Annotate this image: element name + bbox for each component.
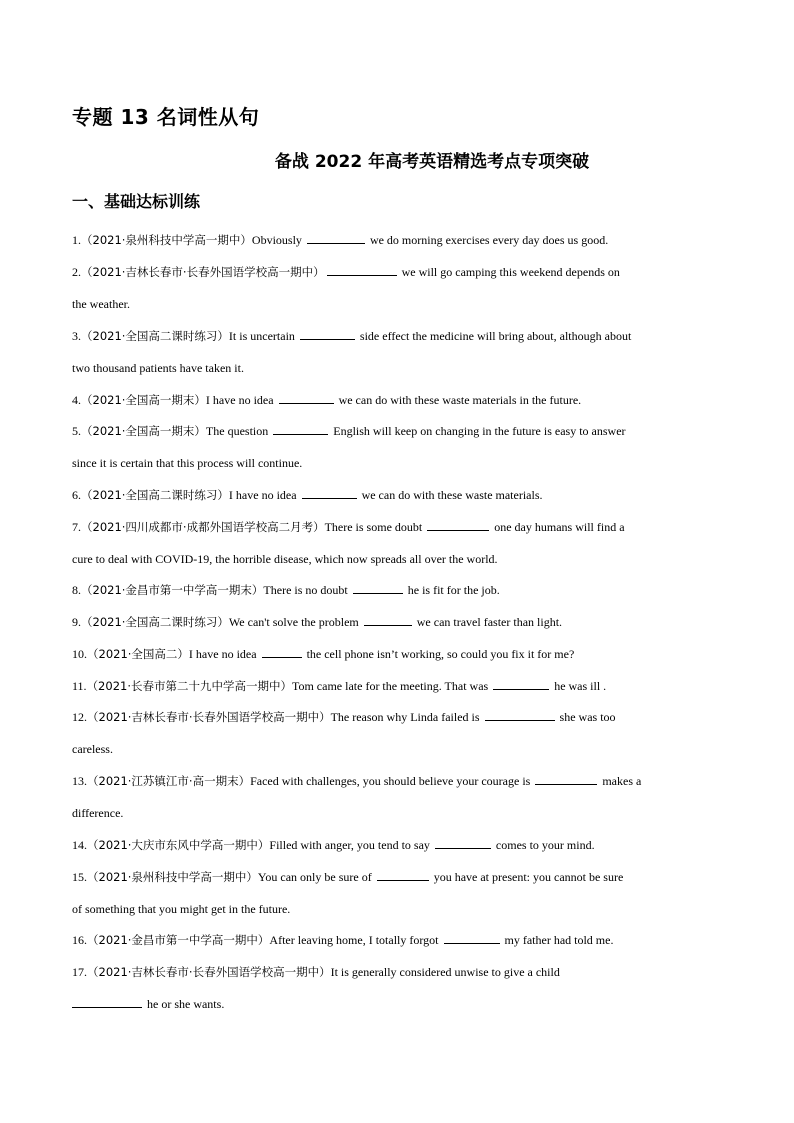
question-source: （2021·吉林长春市·长春外国语学校高一期中） (87, 965, 331, 979)
question-text: I have no idea (188, 647, 260, 661)
question-item (72, 701, 722, 765)
answer-blank[interactable] (273, 421, 328, 435)
question-number: 16. (72, 933, 87, 947)
answer-blank[interactable] (327, 262, 397, 276)
question-source: （2021·全国高一期末） (81, 393, 206, 407)
question-line (72, 647, 574, 661)
answer-blank[interactable] (300, 326, 355, 340)
answer-blank[interactable] (262, 644, 302, 658)
question-continuation: two thousand patients have taken it. (72, 361, 244, 375)
question-item (72, 924, 722, 956)
question-item (72, 861, 722, 925)
answer-blank[interactable] (279, 390, 334, 404)
answer-blank[interactable] (535, 771, 597, 785)
question-number: 10. (72, 647, 87, 661)
question-line (72, 615, 562, 629)
page-title: 专题 13 名词性从句 (72, 105, 260, 129)
question-line (72, 933, 613, 947)
question-text: You can only be sure of (257, 870, 375, 884)
question-item (72, 256, 722, 320)
question-source: （2021·金昌市第一中学高一期末） (81, 583, 264, 597)
question-number: 17. (72, 965, 87, 979)
question-line (72, 965, 560, 979)
question-line (72, 424, 626, 438)
question-text: English will keep on changing in the future is easy to answer (330, 424, 626, 438)
question-text: Obviously (251, 233, 305, 247)
question-line (72, 265, 620, 279)
question-number: 7. (72, 520, 81, 534)
question-number: 11. (72, 679, 87, 693)
question-text: The question (205, 424, 272, 438)
question-text: we will go camping this weekend depends on (398, 265, 620, 279)
question-line (72, 488, 543, 502)
question-item (72, 829, 722, 861)
section-heading: 一、基础达标训练 (72, 192, 201, 211)
question-source: （2021·四川成都市·成都外国语学校高二月考） (81, 520, 325, 534)
question-text: The reason why Linda failed is (330, 710, 483, 724)
question-number: 2. (72, 265, 81, 279)
question-source: （2021·泉州科技中学高一期中） (87, 870, 258, 884)
answer-blank[interactable] (427, 517, 489, 531)
question-text: There is no doubt (263, 583, 351, 597)
answer-blank[interactable] (485, 707, 555, 721)
question-text: There is some doubt (324, 520, 426, 534)
question-text: Filled with anger, you tend to say (269, 838, 433, 852)
question-text: we can do with these waste materials in the future. (335, 393, 582, 407)
question-text: she was too (556, 710, 616, 724)
question-line (72, 583, 500, 597)
question-number: 6. (72, 488, 81, 502)
question-line (72, 329, 631, 343)
answer-blank[interactable] (307, 230, 365, 244)
question-continuation: careless. (72, 742, 113, 756)
answer-blank[interactable] (353, 580, 403, 594)
question-text: It is uncertain (228, 329, 298, 343)
question-text: one day humans will find a (491, 520, 625, 534)
question-item (72, 765, 722, 829)
question-item (72, 606, 722, 638)
question-item (72, 956, 722, 1020)
page-subtitle: 备战 2022 年高考英语精选考点专项突破 (274, 152, 590, 172)
question-text: side effect the medicine will bring about, although about (356, 329, 632, 343)
question-item (72, 479, 722, 511)
question-text: he was ill . (551, 679, 607, 693)
question-text: we do morning exercises every day does us good. (366, 233, 609, 247)
question-number: 9. (72, 615, 81, 629)
answer-blank[interactable] (302, 485, 357, 499)
question-continuation: cure to deal with COVID-19, the horrible disease, which now spreads all over the world. (72, 552, 498, 566)
question-text: We can't solve the problem (228, 615, 362, 629)
question-text: comes to your mind. (492, 838, 595, 852)
question-number: 5. (72, 424, 81, 438)
question-item (72, 415, 722, 479)
answer-blank[interactable] (493, 676, 549, 690)
question-text: makes a (599, 774, 642, 788)
question-line (72, 679, 606, 693)
question-text: Tom came late for the meeting. That was (291, 679, 492, 693)
question-number: 8. (72, 583, 81, 597)
question-item (72, 511, 722, 575)
question-number: 4. (72, 393, 81, 407)
question-source: （2021·全国高二课时练习） (81, 615, 229, 629)
answer-blank[interactable] (435, 835, 491, 849)
question-text: we can travel faster than light. (413, 615, 563, 629)
question-item (72, 224, 722, 256)
question-source: （2021·金昌市第一中学高一期中） (87, 933, 270, 947)
question-text: Faced with challenges, you should believe your courage is (250, 774, 534, 788)
question-text: I have no idea (205, 393, 277, 407)
question-text: my father had told me. (501, 933, 614, 947)
question-source: （2021·全国高二课时练习） (81, 488, 229, 502)
question-text: It is generally considered unwise to give a child (330, 965, 560, 979)
answer-blank[interactable] (364, 612, 412, 626)
question-item (72, 574, 722, 606)
question-number: 12. (72, 710, 87, 724)
question-line (72, 870, 623, 884)
question-item (72, 384, 722, 416)
question-source: （2021·吉林长春市·长春外国语学校高一期中） (87, 710, 331, 724)
question-item (72, 638, 722, 670)
question-source: （2021·长春市第二十九中学高一期中） (86, 679, 292, 693)
question-line (72, 774, 641, 788)
question-line (72, 710, 616, 724)
question-number: 1. (72, 233, 81, 247)
question-continuation: he or she wants. (72, 988, 722, 1020)
question-source: （2021·全国高二课时练习） (81, 329, 229, 343)
question-text: I have no idea (228, 488, 300, 502)
question-number: 14. (72, 838, 87, 852)
question-source: （2021·吉林长春市·长春外国语学校高一期中） (81, 265, 325, 279)
question-line (72, 393, 581, 407)
question-item (72, 320, 722, 384)
question-number: 3. (72, 329, 81, 343)
answer-blank[interactable] (377, 867, 429, 881)
question-source: （2021·江苏镇江市·高一期末） (87, 774, 251, 788)
question-continuation: the weather. (72, 297, 130, 311)
question-number: 15. (72, 870, 87, 884)
answer-blank[interactable] (444, 930, 500, 944)
question-text: you have at present: you cannot be sure (430, 870, 624, 884)
question-continuation: of something that you might get in the future. (72, 902, 291, 916)
question-text: After leaving home, I totally forgot (269, 933, 442, 947)
question-source: （2021·泉州科技中学高一期中） (81, 233, 252, 247)
question-continuation: difference. (72, 806, 124, 820)
question-line (72, 520, 625, 534)
answer-blank[interactable] (72, 994, 142, 1008)
question-number: 13. (72, 774, 87, 788)
question-source: （2021·全国高二） (87, 647, 189, 661)
question-text: he is fit for the job. (404, 583, 500, 597)
question-line (72, 838, 595, 852)
question-text: the cell phone isn’t working, so could you fix it for me? (303, 647, 575, 661)
question-continuation: since it is certain that this process will continue. (72, 456, 303, 470)
question-source: （2021·大庆市东风中学高一期中） (87, 838, 270, 852)
question-item (72, 670, 722, 702)
question-line (72, 233, 608, 247)
question-text: we can do with these waste materials. (358, 488, 543, 502)
question-source: （2021·全国高一期末） (81, 424, 206, 438)
